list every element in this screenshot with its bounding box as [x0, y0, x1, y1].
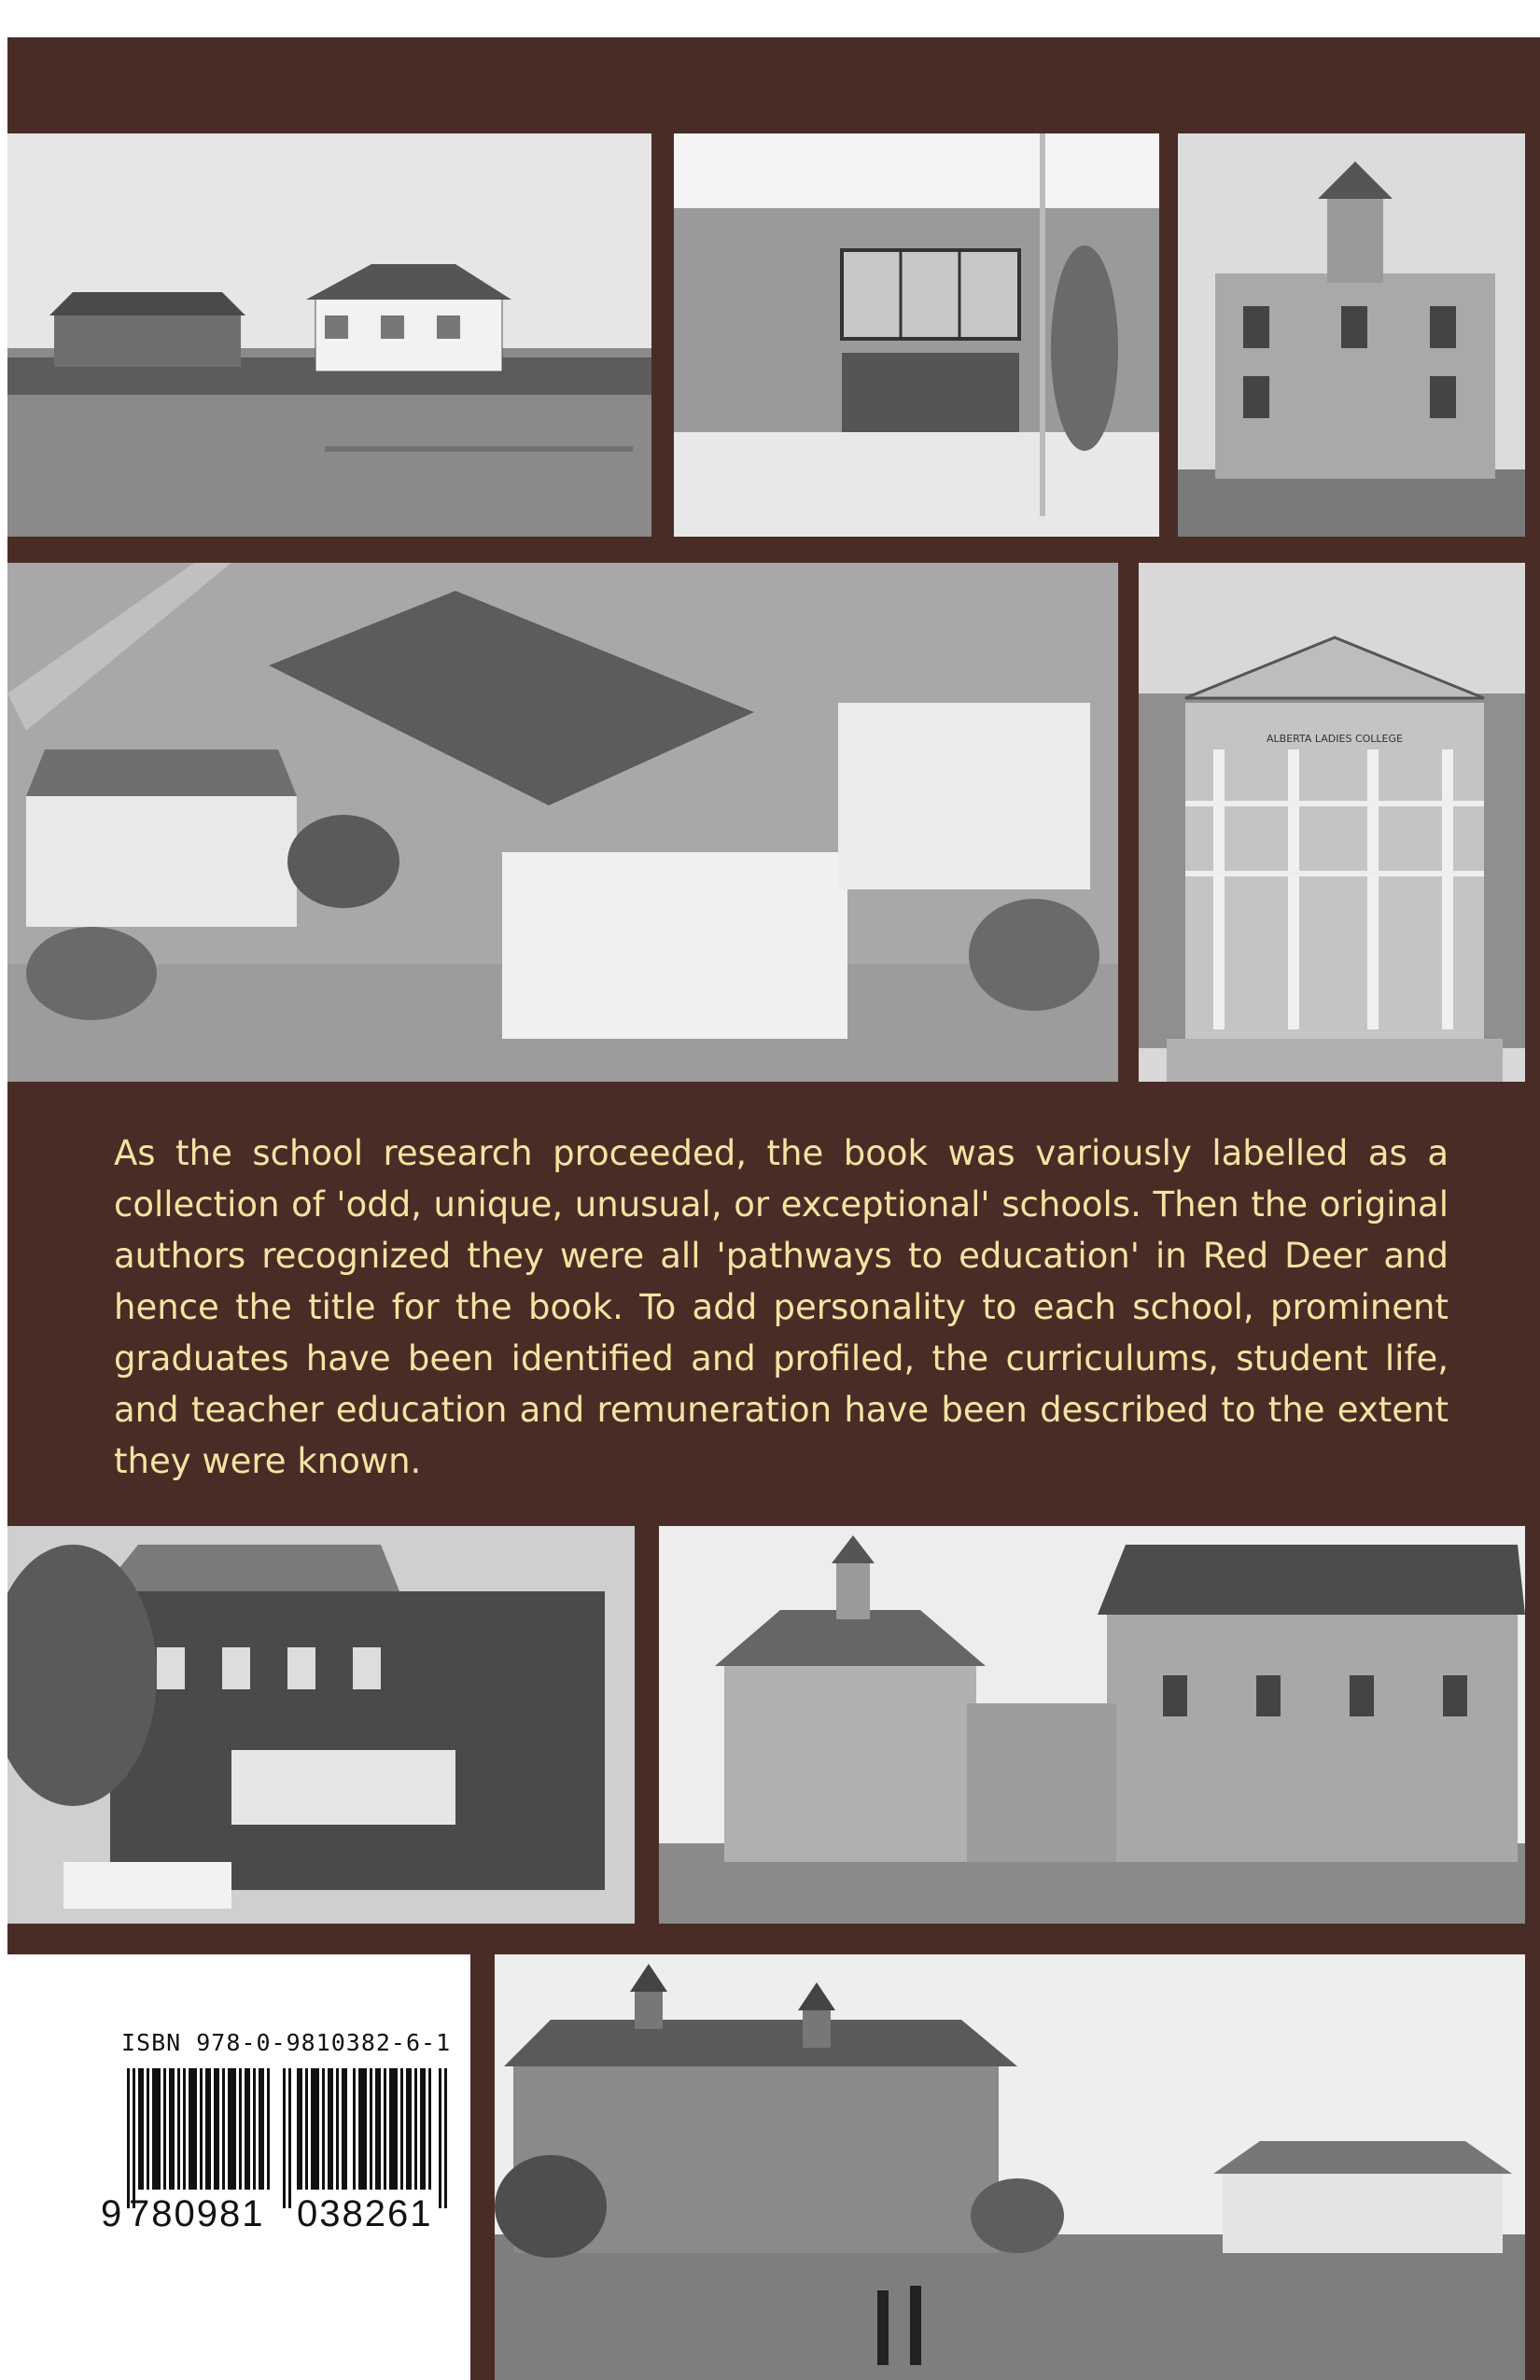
convent-school-photo [1178, 133, 1525, 537]
brick-building-photo [7, 1526, 635, 1924]
isbn-barcode [127, 2068, 450, 2208]
modern-school-photo [674, 133, 1159, 537]
aerial-campus-photo [7, 563, 1118, 1082]
barcode-digits [101, 2193, 474, 2235]
farmhouse-photo [7, 133, 651, 537]
back-cover-blurb [114, 1127, 1449, 1487]
isbn-label: ISBN 978-0-9810382-6-1 [121, 2029, 452, 2056]
barcode-digit-group-1: 780981 [129, 2193, 265, 2234]
college-sign-text: ALBERTA LADIES COLLEGE [1267, 733, 1403, 745]
blurb-paragraph: As the school research proceeded, the book was variously labelled as a collection of 'odd, unique, unusual, or exceptional' schools. Then the original authors recognized they were all 'pathways to education' in Red Deer and hence the title for the book. To add personality to each school, prominent graduates have been identified and profiled, the curriculums, student life, and teacher education and remuneration have been described to the extent they were known. [114, 1133, 1449, 1481]
barcode-digit-first: 9 [101, 2193, 122, 2234]
campus-grounds-photo [495, 1954, 1525, 2380]
stone-school-photo [659, 1526, 1525, 1924]
ladies-college-photo [1139, 563, 1525, 1082]
barcode-digit-group-2: 038261 [297, 2193, 433, 2234]
